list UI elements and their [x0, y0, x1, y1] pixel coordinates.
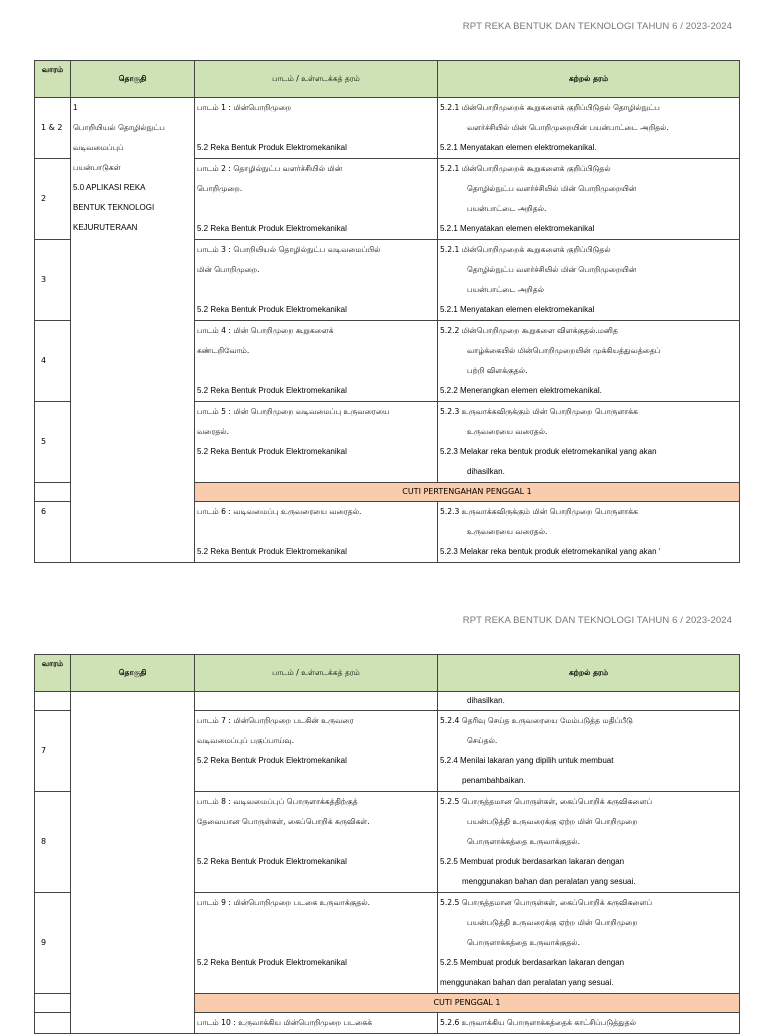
lesson-title: பாடம் 3 : பொறியியல் தொழில்நுட்ப வடிவமைப்பில்: [197, 245, 381, 254]
standard-line: penambahbaikan.: [462, 776, 526, 785]
lesson-title: பாடம் 5 : மின் பொறிமுறை வடிவமைப்பு உருவரையை: [197, 407, 390, 416]
lesson-cell: [195, 893, 438, 994]
standard-cell: [438, 711, 740, 792]
lesson-cell-empty: [195, 692, 438, 711]
week-cell: 6: [35, 502, 71, 563]
theme-malay: KEJURUTERAAN: [73, 223, 138, 232]
lesson-code: 5.2 Reka Bentuk Produk Elektromekanikal: [197, 756, 347, 765]
page-header: RPT REKA BENTUK DAN TEKNOLOGI TAHUN 6 / 2023-2024: [462, 21, 732, 32]
lesson-title: தேவையான பொருள்கள், கைப்பொறிக் கருவிகள்.: [197, 817, 370, 826]
standard-line: 5.2.5 பொருத்தமான பொருள்கள், கைப்பொறிக் கருவிகளைப்: [440, 797, 653, 806]
lesson-title: கண்டறிவோம்.: [197, 346, 250, 355]
lesson-cell: [195, 1013, 438, 1034]
standard-line: பயன்படுத்தி உருவரைக்கு ஏற்ற மின் பொறிமுறை: [467, 817, 638, 826]
lesson-title: பாடம் 7 : மின்பொறிமுறை படகின் உருவரை: [197, 716, 354, 725]
lesson-code: 5.2 Reka Bentuk Produk Elektromekanikal: [197, 447, 347, 456]
lesson-code: 5.2 Reka Bentuk Produk Elektromekanikal: [197, 386, 347, 395]
lesson-title: பாடம் 1 : மின்பொறிமுறை: [197, 103, 292, 112]
standard-line: dihasilkan.: [467, 467, 505, 476]
rpt-table-page2: [34, 654, 740, 1034]
lesson-title: மின் பொறிமுறை.: [197, 265, 260, 274]
standard-line: menggunakan bahan dan peralatan yang sesuai.: [462, 877, 636, 886]
lesson-cell: [195, 711, 438, 792]
standard-line: 5.2.5 பொருத்தமான பொருள்கள், கைப்பொறிக் கருவிகளைப்: [440, 898, 653, 907]
standard-line: 5.2.1 Menyatakan elemen elektromekanikal: [440, 305, 595, 314]
theme-number: 1: [73, 103, 78, 112]
table-row: [35, 692, 740, 711]
lesson-cell: [195, 402, 438, 483]
lesson-title: பாடம் 10 : உருவாக்கிய மின்பொறிமுறை படகைக்: [197, 1018, 373, 1027]
standard-line: பற்றி விளக்குதல்.: [467, 366, 528, 375]
standard-line: வாழ்க்கையில் மின்பொறிமுறையின் முக்கியத்துவத்தைப்: [467, 346, 661, 355]
theme-cell-empty: [71, 321, 195, 563]
lesson-code: 5.2 Reka Bentuk Produk Elektromekanikal: [197, 958, 347, 967]
standard-cell: [438, 1013, 740, 1034]
standard-line: தொழில்நுட்ப வளர்ச்சியில் மின் பொறிமுறையின்: [467, 184, 637, 193]
standard-cell: [438, 792, 740, 893]
lesson-cell: [195, 792, 438, 893]
lesson-code: 5.2 Reka Bentuk Produk Elektromekanikal: [197, 305, 347, 314]
standard-cell: [438, 240, 740, 321]
standard-line: 5.2.2 Menerangkan elemen elektromekanikal.: [440, 386, 602, 395]
standard-line: 5.2.3 Melakar reka bentuk produk eletromekanikal yang akan ‘: [440, 547, 661, 556]
week-cell: 8: [35, 792, 71, 893]
week-cell: 9: [35, 893, 71, 994]
week-cell: 4: [35, 321, 71, 402]
standard-cell: [438, 98, 740, 159]
standard-line: 5.2.2 மின்பொறிமுறை கூறுகளை விளக்குதல்.மனித: [440, 326, 618, 335]
lesson-cell: [195, 98, 438, 159]
col-header-lesson: பாடம் / உள்ளடக்கத் தரம்: [195, 61, 438, 98]
lesson-title: பாடம் 4 : மின் பொறிமுறை கூறுகளைக்: [197, 326, 334, 335]
col-header-standard: கற்றல் தரம்: [438, 61, 740, 98]
theme-malay: 5.0 APLIKASI REKA: [73, 183, 146, 192]
standard-line: 5.2.1 மின்பொறிமுறைக் கூறுகளைக் குறிப்பிடுதல்: [440, 245, 611, 254]
standard-line: 5.2.3 Melakar reka bentuk produk eletromekanikal yang akan: [440, 447, 657, 456]
standard-line: பயன்பாட்டை அறிதல்.: [467, 204, 547, 213]
rpt-table-page1: [34, 60, 740, 563]
week-cell: 2: [35, 159, 71, 240]
lesson-title: பாடம் 8 : வடிவமைப்புப் பொருளாக்கத்திற்குத்: [197, 797, 358, 806]
table-row: [35, 98, 740, 159]
week-cell-empty: [35, 483, 71, 502]
standard-line: 5.2.1 Menyatakan elemen elektromekanikal: [440, 224, 595, 233]
theme-line: வடிவமைப்புப்: [73, 143, 124, 152]
standard-cell: [438, 893, 740, 994]
lesson-title: பொறிமுறை.: [197, 184, 243, 193]
lesson-code: 5.2 Reka Bentuk Produk Elektromekanikal: [197, 143, 347, 152]
standard-cell: [438, 402, 740, 483]
week-cell: 5: [35, 402, 71, 483]
theme-malay: BENTUK TEKNOLOGI: [73, 203, 155, 212]
lesson-cell: [195, 240, 438, 321]
week-cell-empty: [35, 1013, 71, 1034]
table-header-row: [35, 61, 740, 98]
col-header-theme: தொகுதி: [71, 61, 195, 98]
standard-line: 5.2.1 மின்பொறிமுறைக் கூறுகளைக் குறிப்பிடுதல் தொழில்நுட்ப: [440, 103, 660, 112]
standard-line: செய்தல்.: [467, 736, 498, 745]
week-cell: 3: [35, 240, 71, 321]
page-header: RPT REKA BENTUK DAN TEKNOLOGI TAHUN 6 / 2023-2024: [462, 615, 732, 626]
term-break-label: CUTI PENGGAL 1: [195, 994, 740, 1013]
week-cell: 7: [35, 711, 71, 792]
theme-line: பயன்பாடுகள்: [73, 163, 121, 172]
standard-cell: [438, 321, 740, 402]
col-header-week: வாரம்: [35, 655, 71, 692]
standard-line: 5.2.4 தெரிவு செய்த உருவரையை மேம்படுத்த மதிப்பீடு: [440, 716, 633, 725]
standard-line: வளர்ச்சியில் மின் பொறிமுறையின் பயன்பாட்டை அறிதல்.: [467, 123, 669, 132]
lesson-code: 5.2 Reka Bentuk Produk Elektromekanikal: [197, 857, 347, 866]
table-header-row: [35, 655, 740, 692]
standard-line: பயன்படுத்தி உருவரைக்கு ஏற்ற மின் பொறிமுறை: [467, 918, 638, 927]
week-cell: 1 & 2: [35, 98, 71, 159]
standard-cell: [438, 502, 740, 563]
col-header-theme: தொகுதி: [71, 655, 195, 692]
table-row: [35, 321, 740, 402]
theme-line: பொறியியல் தொழில்நுட்ப: [73, 123, 165, 132]
term-break-label: CUTI PERTENGAHAN PENGGAL 1: [195, 483, 740, 502]
lesson-cell: [195, 321, 438, 402]
standard-line: 5.2.5 Membuat produk berdasarkan lakaran dengan: [440, 958, 625, 967]
lesson-title: வரைதல்.: [197, 427, 230, 436]
week-cell-empty: [35, 692, 71, 711]
col-header-standard: கற்றல் தரம்: [438, 655, 740, 692]
theme-cell-empty: [71, 692, 195, 1034]
standard-line: 5.2.3 உருவாக்கவிருக்கும் மின் பொறிமுறை பொருளாக்க: [440, 507, 638, 516]
lesson-title: பாடம் 9 : மின்பொறிமுறை படகை உருவாக்குதல்.: [197, 898, 371, 907]
standard-line: dihasilkan.: [467, 696, 505, 705]
lesson-code: 5.2 Reka Bentuk Produk Elektromekanikal: [197, 547, 347, 556]
standard-line: பயன்பாட்டை அறிதல்: [467, 285, 545, 294]
standard-line: பொருளாக்கத்தை உருவாக்குதல்.: [467, 938, 580, 947]
standard-line: 5.2.6 உருவாக்கிய பொருளாக்கத்தைக் காட்சிப்படுத்துதல்: [440, 1018, 637, 1027]
lesson-title: வடிவமைப்புப் பகுப்பாய்வு.: [197, 736, 295, 745]
standard-line: உருவரையை வரைதல்.: [467, 527, 548, 536]
standard-line: 5.2.1 Menyatakan elemen elektromekanikal.: [440, 143, 597, 152]
week-cell-empty: [35, 994, 71, 1013]
standard-line: menggunakan bahan dan peralatan yang sesuai.: [440, 978, 614, 987]
standard-line: உருவரையை வரைதல்.: [467, 427, 548, 436]
col-header-lesson: பாடம் / உள்ளடக்கத் தரம்: [195, 655, 438, 692]
lesson-cell: [195, 159, 438, 240]
standard-line: 5.2.4 Menilai lakaran yang dipilih untuk membuat: [440, 756, 614, 765]
standard-line: 5.2.3 உருவாக்கவிருக்கும் மின் பொறிமுறை பொருளாக்க: [440, 407, 638, 416]
lesson-code: 5.2 Reka Bentuk Produk Elektromekanikal: [197, 224, 347, 233]
standard-cell: [438, 692, 740, 711]
lesson-title: பாடம் 2 : தொழில்நுட்ப வளர்ச்சியில் மின்: [197, 164, 343, 173]
standard-line: தொழில்நுட்ப வளர்ச்சியில் மின் பொறிமுறையின்: [467, 265, 637, 274]
standard-line: பொருளாக்கத்தை உருவாக்குதல்.: [467, 837, 580, 846]
standard-cell: [438, 159, 740, 240]
theme-cell: [71, 98, 195, 321]
lesson-title: பாடம் 6 : வடிவமைப்பு உருவரையை வரைதல்.: [197, 507, 362, 516]
standard-line: 5.2.5 Membuat produk berdasarkan lakaran dengan: [440, 857, 625, 866]
lesson-cell: [195, 502, 438, 563]
standard-line: 5.2.1 மின்பொறிமுறைக் கூறுகளைக் குறிப்பிடுதல்: [440, 164, 611, 173]
col-header-week: வாரம்: [35, 61, 71, 98]
